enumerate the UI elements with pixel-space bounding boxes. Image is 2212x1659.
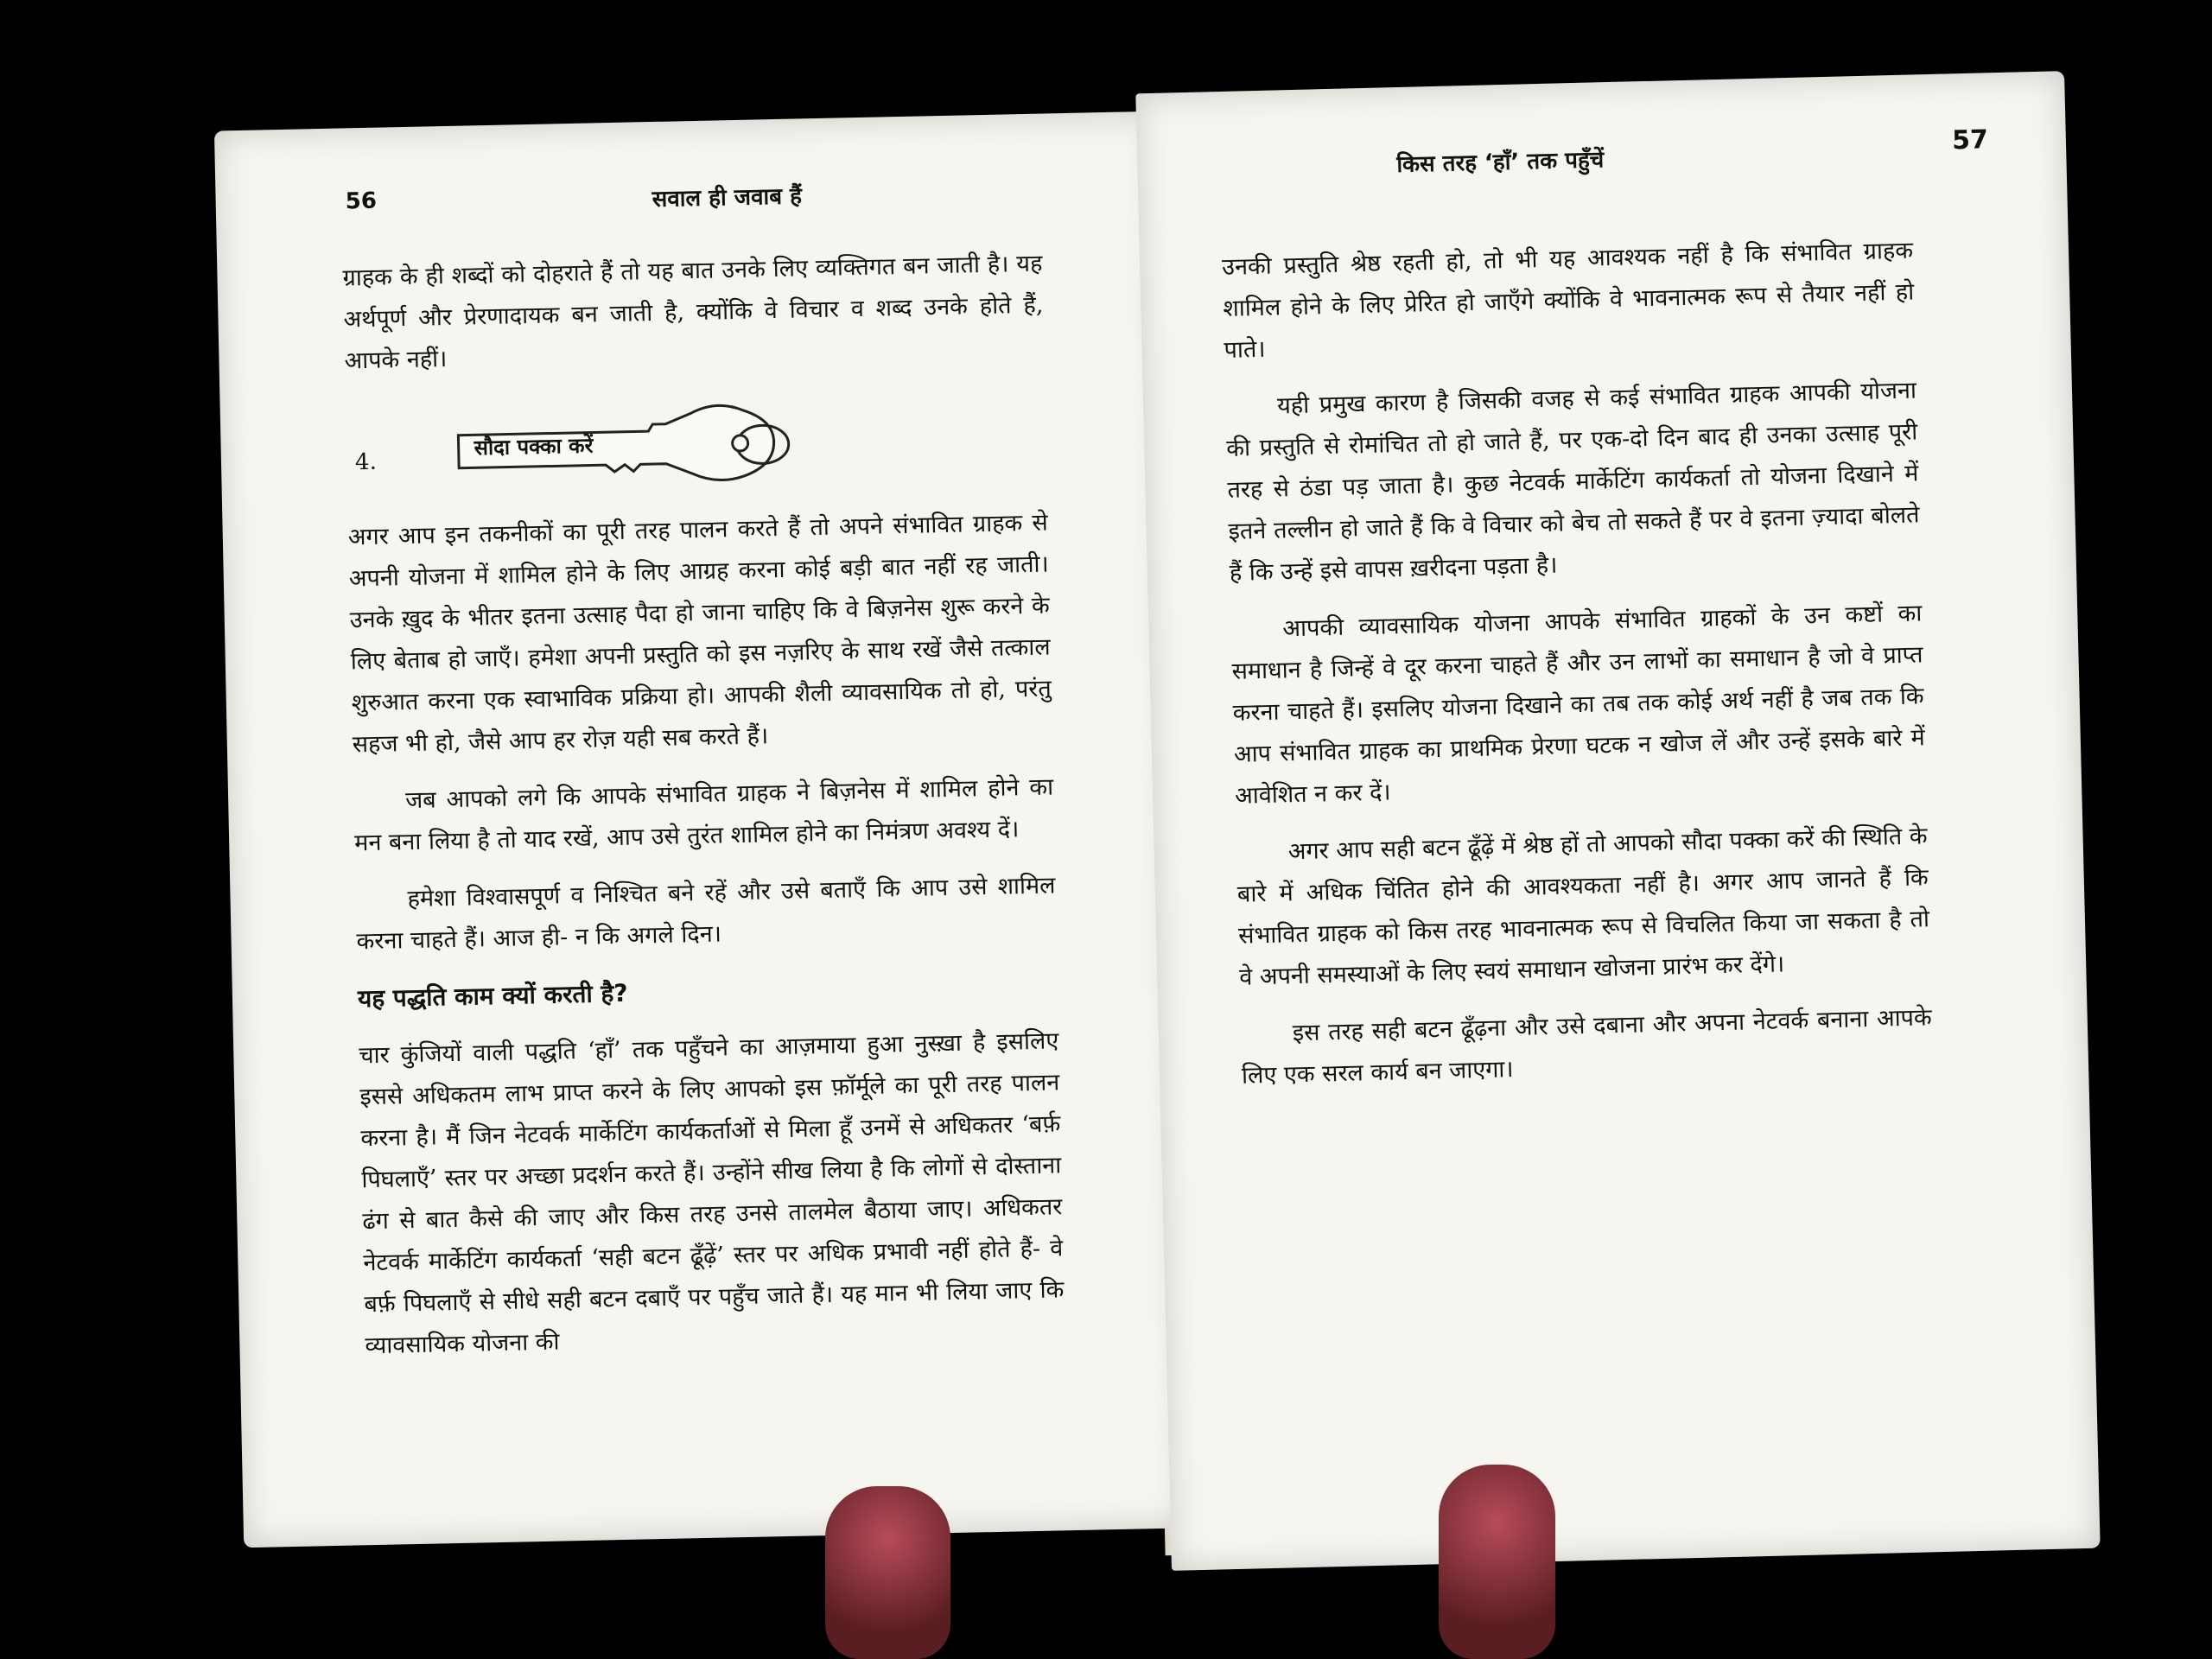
paragraph: आपकी व्यावसायिक योजना आपके संभावित ग्राहकों के उन कष्टों का समाधान है जिन्हें वे दूर करना चाहते हैं और उन लाभों का समाधान है जो वे प्राप्त करना चाहते हैं। इसलिए योजना दिखाने का तब तक कोई अर्थ नहीं है जब तक कि आप संभावित ग्राहक का प्राथमिक प्रेरणा घटक न खोज लें और उन्हें इसके बारे में आवेशित न कर दें। [1231,600,1926,810]
left-body [347,502,1065,1382]
paragraph: उनकी प्रस्तुति श्रेष्ठ रहती हो, तो भी यह आवश्यक नहीं है कि संभावित ग्राहक शामिल होने के लिए प्रेरित हो जाएँगे क्योंकि वे भावनात्मक रूप से तैयार नहीं हो पाते। [1221,237,1915,364]
left-running-title: सवाल ही जवाब हैं [652,183,803,213]
right-running-title: किस तरह ‘हाँ’ तक पहुँचें [1396,147,1605,179]
paragraph: जब आपको लगे कि आपके संभावित ग्राहक ने बिज़नेस में शामिल होने का मन बना लिया है तो याद रखें, आप उसे तुरंत शामिल होने का निमंत्रण अवश्य दें। [353,773,1054,857]
left-page [214,111,1185,1548]
paragraph: ग्राहक के ही शब्दों को दोहराते हैं तो यह बात उनके लिए व्यक्तिगत बन जाती है। यह अर्थपूर्ण और प्रेरणादायक बन जाती है, क्योंकि वे विचार व शब्द उनके होते हैं, आपके नहीं। [342,250,1044,375]
right-page-number: 57 [1951,124,1989,156]
left-page-number: 56 [345,188,378,215]
right-body [1222,230,1934,1112]
paragraph: हमेशा विश्वासपूर्ण व निश्चित बने रहें और उसे बताएँ कि आप उसे शामिल करना चाहते हैं। आज ही- न कि अगले दिन। [356,872,1056,956]
right-thumb [1439,1465,1555,1659]
paragraph: यही प्रमुख कारण है जिसकी वजह से कई संभावित ग्राहक आपकी योजना की प्रस्तुति से रोमांचित तो हो जाते हैं, पर एक-दो दिन बाद ही उनका उत्साह पूरी तरह से ठंडा पड़ जाता है। कुछ नेटवर्क मार्केटिंग कार्यकर्ता तो योजना दिखाने में इतने तल्लीन हो जाते हैं कि वे विचार को बेच तो सकते हैं पर वे इतना ज़्यादा बोलते हैं कि उन्हें इसे वापस ख़रीदना पड़ता है। [1225,377,1920,587]
left-page-header [215,172,1158,226]
paragraph: चार कुंजियों वाली पद्धति ‘हाँ’ तक पहुँचने का आज़माया हुआ नुस्ख़ा है इसलिए इससे अधिकतम लाभ प्राप्त करने के लिए आपको इस फ़ॉर्मूले का पूरी तरह पालन करना है। मैं जिन नेटवर्क मार्केटिंग कार्यकर्ताओं से मिला हूँ उनमें से अधिकतर ‘बर्फ़ पिघलाएँ’ स्तर पर अच्छा प्रदर्शन करते हैं। उन्होंने सीख लिया है कि लोगों से दोस्ताना ढंग से बात कैसे की जाए और किस तरह उनसे तालमेल बैठाया जाए। अधिकतर नेटवर्क मार्केटिंग कार्यकर्ता ‘सही बटन ढूँढ़ें’ स्तर पर अधिक प्रभावी नहीं होते हैं- वे बर्फ़ पिघलाएँ से सीधे सही बटन दबाएँ पर पहुँच जाते हैं। यह मान भी लिया जाए कि व्यावसायिक योजना की [359,1027,1065,1360]
left-thumb [825,1486,950,1659]
left-para-1 [342,244,1045,398]
paragraph: इस तरह सही बटन ढूँढ़ना और उसे दबाना और अपना नेटवर्क बनाना आपके लिए एक सरल कार्य बन जाएगा। [1241,1004,1933,1090]
key-graphic [432,393,814,496]
paragraph: अगर आप इन तकनीकों का पूरी तरह पालन करते हैं तो अपने संभावित ग्राहक से अपनी योजना में शामिल होने के लिए आग्रह करना कोई बड़ी बात नहीं रह जाती। उनके ख़ुद के भीतर इतना उत्साह पैदा हो जाना चाहिए कि वे बिज़नेस शुरू करने के लिए बेताब हो जाएँ। हमेशा अपनी प्रस्तुति को इस नज़रिए के साथ रखें जैसे तत्काल शुरुआत करना एक स्वाभाविक प्रक्रिया हो। आपकी शैली व्यावसायिक तो हो, परंतु सहज भी हो, जैसे आप हर रोज़ यही सब करते हैं। [347,509,1052,759]
section-heading: यह पद्धति काम क्यों करती है? [357,978,628,1014]
right-page-header [1137,124,2067,188]
section-number: 4. [354,448,378,476]
paragraph: अगर आप सही बटन ढूँढ़ें में श्रेष्ठ हों तो आपको सौदा पक्का करें की स्थिति के बारे में अधिक चिंतित होने की आवश्यकता नहीं है। अगर आप जानते हैं कि संभावित ग्राहक को किस तरह भावनात्मक रूप से विचलित किया जा सकता है तो वे अपनी समस्याओं के लिए स्वयं समाधान खोजना प्रारंभ कर देंगे। [1236,823,1930,991]
right-page [1135,71,2100,1571]
key-label: सौदा पक्का करें [474,432,594,461]
